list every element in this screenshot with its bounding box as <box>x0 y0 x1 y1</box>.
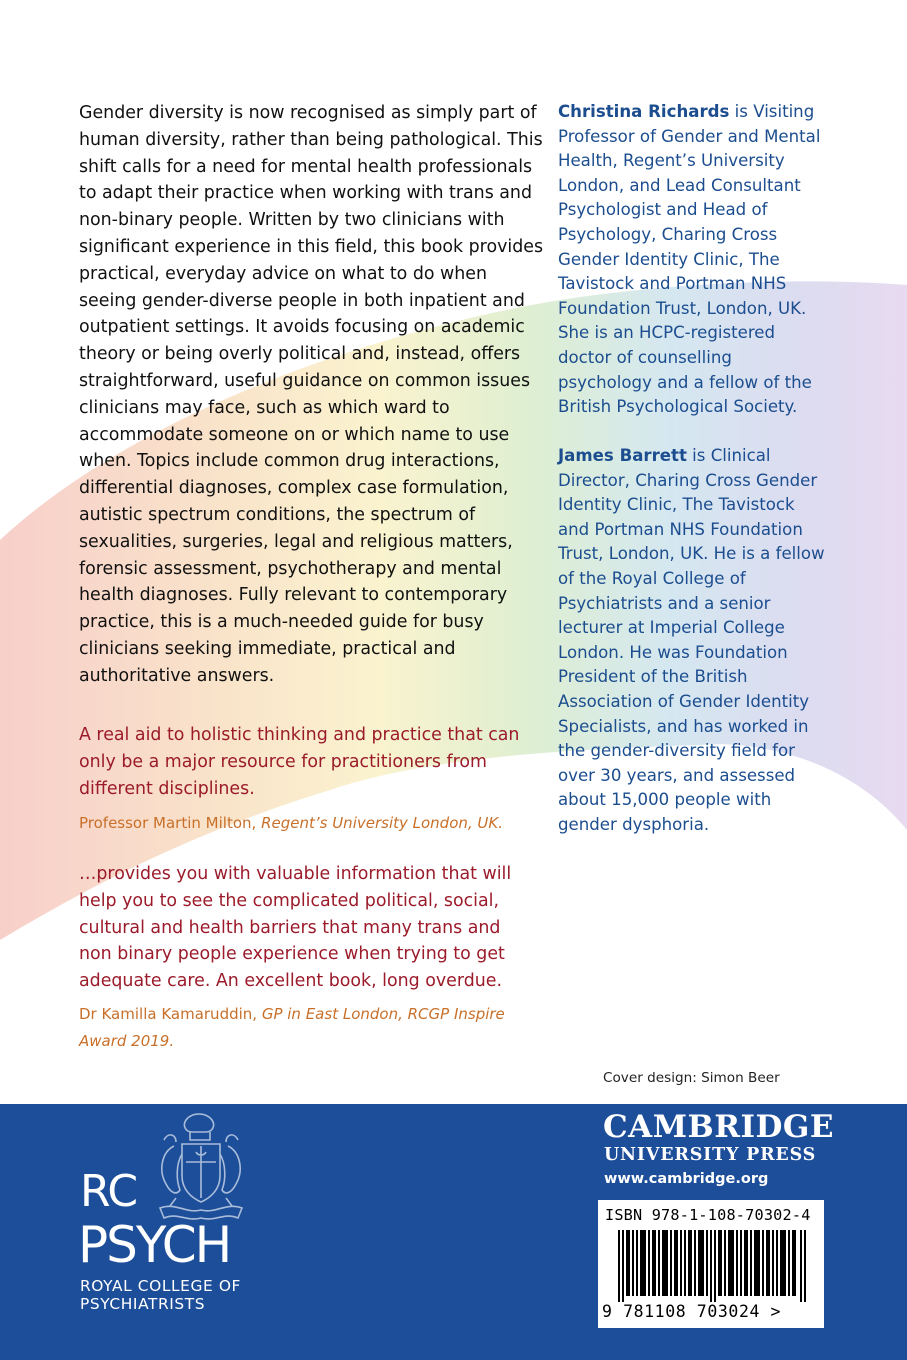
book-description: Gender diversity is now recognised as simply part of human diversity, rather than being pathological. This shift calls for a need for mental health professionals to adapt their practice when working with trans and non-binary people. Written by two clinicians with significant experience in this field, this book provides practical, everyday advice on what to do when seeing gender-diverse people in both inpatient and outpatient settings. It avoids focusing on academic theory or being overly political and, instead, offers straightforward, useful guidance on common issues clinicians may face, such as which ward to accommodate someone on or which name to use when. Topics include common drug interactions, differential diagnoses, complex case formulation, autistic spectrum conditions, the spectrum of sexualities, surgeries, legal and religious matters, forensic assessment, psychotherapy and mental health diagnoses. Fully relevant to contemporary practice, this is a much-needed guide for busy clinicians seeking immediate, practical and authoritative answers. <box>79 103 544 686</box>
publisher-name-subtitle: UNIVERSITY PRESS <box>604 1145 817 1165</box>
reviewer-affiliation: Regent’s University London, UK. <box>261 814 504 832</box>
author-bio-text: is Visiting Professor of Gender and Mental Health, Regent’s University London, and Lead Consultant Psychologist and Head of Psychology, Charing Cross Gender Identity Clinic, The Tavistock and Portman NHS Foundation Trust, London, UK. She is an HCPC-registered doctor of counselling psychology and a fellow of the British Psychological Society. <box>558 102 821 417</box>
isbn-label: ISBN 978-1-108-70302-4 <box>605 1206 811 1224</box>
author-bio <box>558 444 828 838</box>
reviewer-name: Professor Martin Milton, <box>79 814 262 832</box>
reviewer-name: Dr Kamilla Kamaruddin, <box>79 1005 262 1023</box>
cover-credit: Cover design: Simon Beer <box>603 1070 780 1086</box>
author-bio-text: is Clinical Director, Charing Cross Gender Identity Clinic, The Tavistock and Portman NHS Foundation Trust, London, UK. He is a fellow of the Royal College of Psychiatrists and a senior lecturer at Imperial College London. He was Foundation President of the British Association of Gender Identity Specialists, and has worked in the gender-diversity field for over 30 years, and assessed about 15,000 people with gender dysphoria. <box>558 446 825 834</box>
barcode-icon <box>618 1230 808 1302</box>
reviewer-affiliation: GP in East London, RCGP Inspire Award 2019. <box>79 1005 505 1050</box>
author-name: Christina Richards <box>558 102 730 121</box>
isbn-barcode <box>598 1200 824 1328</box>
rcpsych-logo-rc: RC <box>80 1166 138 1217</box>
coat-of-arms-icon <box>146 1110 256 1228</box>
author-bio <box>558 100 828 420</box>
rcpsych-logo-psych: PSYCH <box>78 1216 231 1274</box>
publisher-name: CAMBRIDGE <box>603 1109 834 1145</box>
rcpsych-logo-name <box>80 1277 241 1313</box>
review-quote: A real aid to holistic thinking and practice that can only be a major resource for practitioners from different disciplines. <box>79 725 520 799</box>
barcode-digits: 9 781108 703024 > <box>602 1302 782 1321</box>
rcpsych-name-line: PSYCHIATRISTS <box>80 1295 206 1313</box>
review-attribution <box>79 810 549 837</box>
author-name: James Barrett <box>558 446 687 465</box>
publisher-url: www.cambridge.org <box>604 1171 769 1187</box>
rcpsych-name-line: ROYAL COLLEGE OF <box>80 1277 242 1295</box>
review-attribution <box>79 1001 549 1054</box>
review-quote: …provides you with valuable information that will help you to see the complicated political, social, cultural and health barriers that many trans and non binary people experience when trying to get adequate care. An excellent book, long overdue. <box>79 864 512 992</box>
